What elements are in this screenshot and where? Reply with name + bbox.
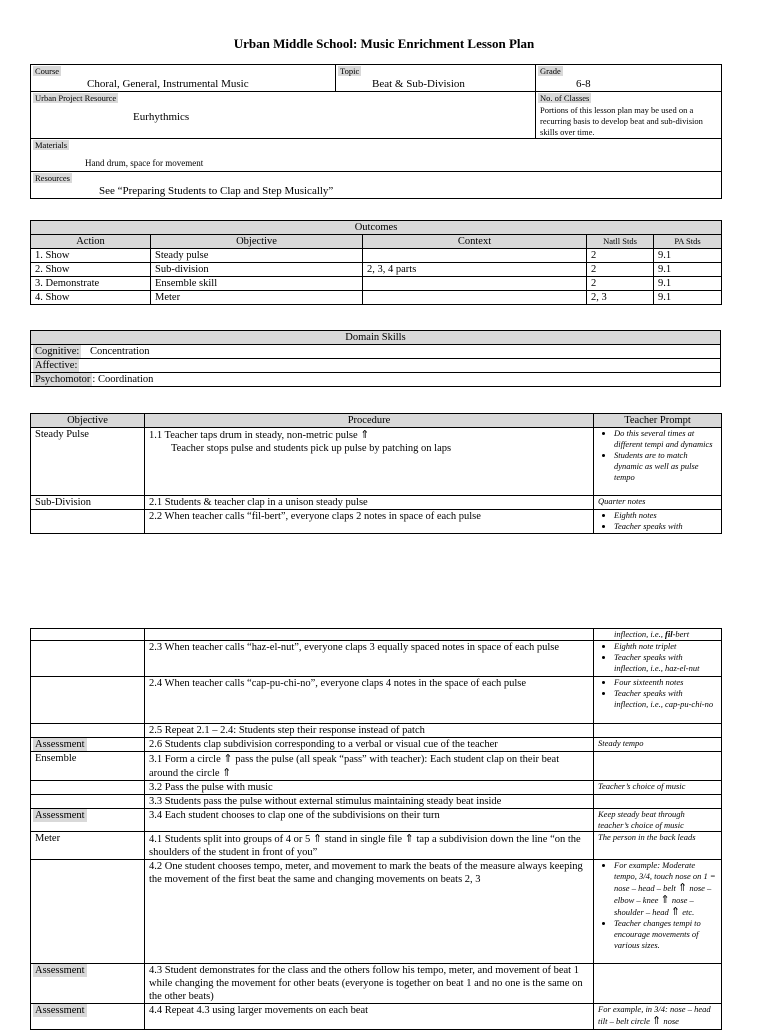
procedure-cell: 3.3 Students pass the pulse without external stimulus maintaining steady beat inside [145,795,594,809]
procedure-header-objective: Objective [31,414,145,428]
prompt-cell [594,860,722,964]
procedure-table [30,413,722,534]
procedure-cell: 3.2 Pass the pulse with music [145,781,594,795]
table-row [31,1004,722,1030]
up-arrow-icon: ⇑ [222,766,232,779]
step-3-1-b: pass the pulse (all speak “pass” with teacher): Each student clap on their beat around the circle [149,754,560,779]
domain-skills-table [30,330,721,387]
context-cell: 2, 3, 4 parts [363,263,587,277]
pa-cell: 9.1 [654,249,722,263]
natl-cell: 2 [587,263,654,277]
psychomotor-label: Psychomotor [35,374,91,385]
table-row [31,964,722,1004]
cognitive-value: Concentration [89,346,150,357]
objective-cell [31,724,145,738]
table-row [31,832,722,860]
resource-cell [31,92,536,139]
resources-label: Resources [35,173,70,183]
materials-value: Hand drum, space for movement [85,158,204,168]
prompt-cell [594,1004,722,1030]
table-row [31,496,722,510]
materials-cell [31,139,722,172]
cognitive-row [31,345,721,359]
document-title: Urban Middle School: Music Enrichment Lesson Plan [233,36,535,51]
outcomes-header-context: Context [363,235,587,249]
prompt-cell: The person in the back leads [594,832,722,860]
course-info-table [30,64,722,199]
up-arrow-icon: ⇑ [404,832,414,845]
domain-title: Domain Skills [31,331,721,345]
table-row [31,249,722,263]
pa-cell: 9.1 [654,291,722,305]
topic-value: Beat & Sub-Division [372,78,465,90]
prompt-cell [594,677,722,724]
procedure-cell [145,629,594,641]
prompt-cell [594,964,722,1004]
up-arrow-icon: ⇑ [312,832,323,845]
outcomes-header-objective: Objective [151,235,363,249]
outcomes-header-natl: Natll Stds [587,235,654,249]
objective-cell [31,1004,145,1030]
procedure-cell: 2.4 When teacher calls “cap-pu-chi-no”, everyone claps 4 notes in the space of each pulse [145,677,594,724]
list-item: • Students are to match dynamic as well as pulse tempo [614,450,717,483]
grade-cell [536,65,722,92]
list-item: • Teacher speaks with [614,521,717,532]
prompt-cell: Teacher’s choice of music [594,781,722,795]
procedure-cell: 3.4 Each student chooses to clap one of the subdivisions on their turn [145,809,594,832]
objective-cell [31,781,145,795]
up-arrow-icon: ⇑ [651,1014,662,1027]
outcomes-header-action: Action [31,235,151,249]
table-row [31,291,722,305]
grade-value: 6-8 [576,78,591,90]
table-row [31,860,722,964]
prompt-cell [594,795,722,809]
outcomes-header-pa: PA Stds [654,235,722,249]
objective-cell [31,964,145,1004]
procedure-cell: 2.5 Repeat 2.1 – 2.4: Students step their response instead of patch [145,724,594,738]
list-item: • Teacher speaks with inflection, i.e., haz-el-nut [614,652,717,674]
list-item [614,860,717,918]
procedure-cell: 2.6 Students clap subdivision corresponding to a verbal or visual cue of the teacher [145,738,594,752]
objective-cell: Ensemble [31,752,145,781]
prompt-4-4-b: nose [663,1016,679,1026]
materials-label: Materials [35,140,68,150]
up-arrow-icon: ⇑ [677,881,688,894]
context-cell [363,291,587,305]
objective-cell [31,641,145,677]
resource-label: Urban Project Resource [35,93,117,103]
resource-value: Eurhythmics [133,111,190,123]
pa-cell: 9.1 [654,263,722,277]
prompt-cell [594,752,722,781]
prompt-cont-c: -bert [672,629,690,639]
assessment-label: Assessment [35,810,85,821]
step-1-1: 1.1 Teacher taps drum in steady, non-metric pulse [149,430,358,441]
psychomotor-row [31,373,721,387]
affective-label: Affective: [35,360,78,371]
objective-cell: Sub-Division [31,496,145,510]
topic-label: Topic [340,66,360,76]
prompt-cont-b: fil [665,629,673,639]
procedure-cell [145,832,594,860]
prompt-4-2-c: nose – shoulder – head [614,895,694,917]
procedure-cell: 4.2 One student chooses tempo, meter, and movement to mark the beats of the measure always keeping the movement of the first beat the same and changing movements on beats 2, 3 [145,860,594,964]
context-cell [363,249,587,263]
table-row [31,263,722,277]
objective-cell [31,510,145,534]
objective-cell [31,795,145,809]
prompt-cell [594,510,722,534]
assessment-label: Assessment [35,965,85,976]
step-4-1-c: tap a subdivision down the line “on the shoulders of the student in front of you” [149,834,581,858]
up-arrow-icon: ⇑ [660,893,670,906]
procedure-table-continued [30,628,722,1030]
prompt-cell: Quarter notes [594,496,722,510]
assessment-label: Assessment [35,739,85,750]
classes-value: Portions of this lesson plan may be used on a recurring basis to develop beat and sub-division skills over time. [540,105,703,137]
outcomes-table [30,220,722,305]
prompt-4-2-d: etc. [682,907,695,917]
table-row [31,629,722,641]
up-arrow-icon: ⇑ [670,905,681,918]
list-item: • Eighth notes [614,510,717,521]
list-item: • Teacher speaks with inflection, i.e., cap-pu-chi-no [614,688,717,710]
natl-cell: 2, 3 [587,291,654,305]
objective-cell: Steady pulse [151,249,363,263]
assessment-label: Assessment [35,1005,85,1016]
course-label: Course [35,66,60,76]
step-1-1-b: Teacher stops pulse and students pick up pulse by patching on laps [171,443,452,454]
table-row [31,781,722,795]
objective-cell: Ensemble skill [151,277,363,291]
prompt-cell [594,629,722,641]
resources-cell [31,172,722,199]
up-arrow-icon: ⇑ [223,752,233,765]
table-row [31,277,722,291]
table-row [31,738,722,752]
objective-cell: Sub-division [151,263,363,277]
procedure-cell [145,752,594,781]
objective-cell: Steady Pulse [31,428,145,496]
list-item: • Four sixteenth notes [614,677,717,688]
table-row [31,809,722,832]
table-row [31,724,722,738]
table-row [31,641,722,677]
procedure-header-prompt: Teacher Prompt [594,414,722,428]
procedure-cell: 2.1 Students & teacher clap in a unison steady pulse [145,496,594,510]
psychomotor-value: : Coordination [92,374,154,385]
action-cell: 1. Show [31,249,151,263]
step-4-1-a: 4.1 Students split into groups of 4 or 5 [149,834,311,845]
objective-cell: Meter [31,832,145,860]
outcomes-title: Outcomes [31,221,722,235]
objective-cell [31,738,145,752]
affective-row [31,359,721,373]
course-cell [31,65,336,92]
step-4-1-b: stand in single file [324,834,403,845]
prompt-cont-a: inflection, i.e., [614,629,665,639]
objective-cell: Meter [151,291,363,305]
classes-cell [536,92,722,139]
list-item: • Teacher changes tempi to encourage movements of various sizes. [614,918,717,951]
action-cell: 3. Demonstrate [31,277,151,291]
step-3-1-a: 3.1 Form a circle [149,754,221,765]
topic-cell [336,65,536,92]
objective-cell [31,677,145,724]
up-arrow-icon: ⇑ [360,428,370,441]
cognitive-label: Cognitive: [35,346,80,357]
prompt-4-2-a: For example: Moderate tempo, 3/4, touch nose on 1 = nose – head – belt [614,860,716,893]
prompt-cell: Steady tempo [594,738,722,752]
prompt-4-2-b: nose – elbow – knee [614,883,712,905]
objective-cell [31,629,145,641]
table-row [31,428,722,496]
action-cell: 2. Show [31,263,151,277]
objective-cell [31,809,145,832]
procedure-cell [145,428,594,496]
context-cell [363,277,587,291]
classes-label: No. of Classes [540,93,590,103]
table-row [31,752,722,781]
procedure-cell: 2.2 When teacher calls “fil-bert”, everyone claps 2 notes in space of each pulse [145,510,594,534]
grade-label: Grade [540,66,561,76]
procedure-cell: 4.4 Repeat 4.3 using larger movements on each beat [145,1004,594,1030]
table-row [31,510,722,534]
table-row [31,677,722,724]
natl-cell: 2 [587,277,654,291]
prompt-cell [594,641,722,677]
pa-cell: 9.1 [654,277,722,291]
procedure-cell: 4.3 Student demonstrates for the class and the others follow his tempo, meter, and movement of beat 1 while changing the movement for other beats (everyone is together on beat 1 and no one is the same on the other beats) [145,964,594,1004]
table-row [31,795,722,809]
objective-cell [31,860,145,964]
prompt-cell [594,724,722,738]
procedure-header-procedure: Procedure [145,414,594,428]
prompt-4-4-a: For example, in 3/4: nose – head tilt – belt circle [598,1004,711,1026]
procedure-cell: 2.3 When teacher calls “haz-el-nut”, everyone claps 3 equally spaced notes in space of each pulse [145,641,594,677]
action-cell: 4. Show [31,291,151,305]
prompt-cell: Keep steady beat through teacher’s choice of music [594,809,722,832]
natl-cell: 2 [587,249,654,263]
prompt-cell [594,428,722,496]
list-item: • Eighth note triplet [614,641,717,652]
course-value: Choral, General, Instrumental Music [87,78,249,90]
resources-value: See “Preparing Students to Clap and Step Musically” [99,185,334,197]
list-item: • Do this several times at different tempi and dynamics [614,428,717,450]
